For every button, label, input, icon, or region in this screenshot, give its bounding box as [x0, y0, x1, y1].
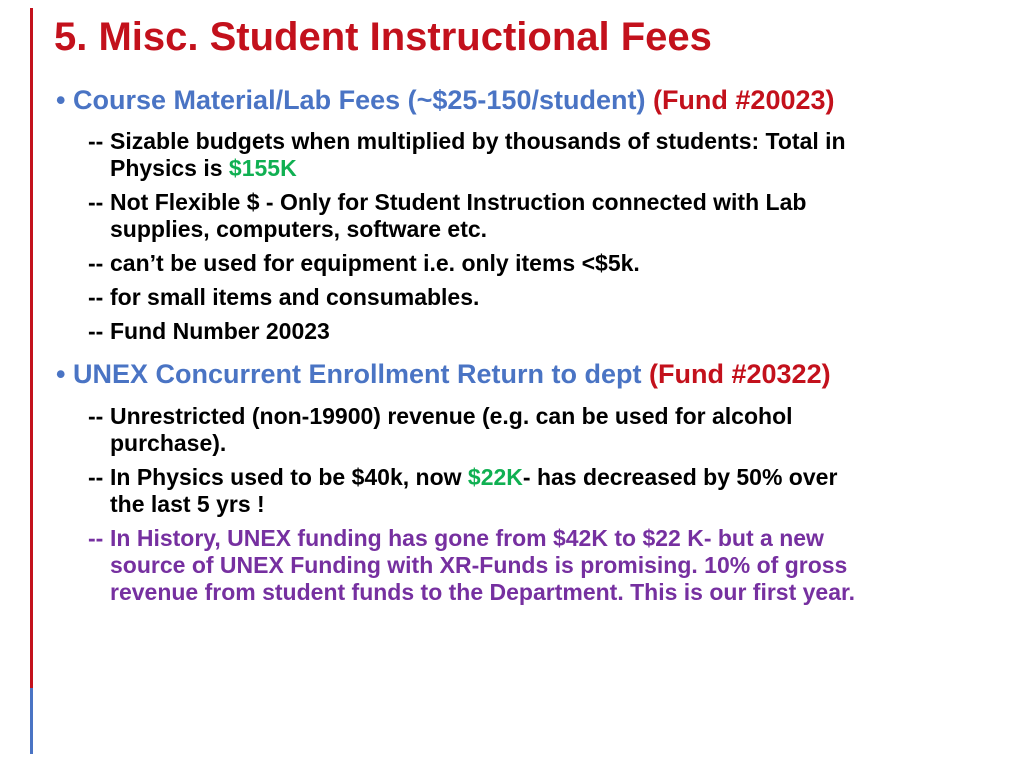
slide-title: 5. Misc. Student Instructional Fees — [54, 15, 712, 59]
sub-bullet-history-unex-funding — [88, 525, 1024, 606]
unrestricted-line1: Unrestricted (non-19900) revenue (e.g. can be used for alcohol — [110, 402, 793, 429]
dash-prefix: -- — [88, 402, 104, 429]
text-line — [88, 464, 1024, 491]
dash-prefix: -- — [88, 524, 104, 551]
sizable-budgets-line2: Physics is — [110, 155, 229, 182]
history-funding-line1: In History, UNEX funding has gone from $42K to $22 K- but a new — [110, 524, 824, 551]
text-line — [88, 552, 1024, 579]
text-line — [88, 155, 1024, 182]
text-line — [88, 284, 1024, 311]
unex-fund-number: (Fund #20322) — [649, 359, 831, 390]
dash-prefix: -- — [88, 318, 104, 345]
text-line — [88, 189, 1024, 216]
sub-bullet-physics-decrease — [88, 464, 1024, 518]
left-edge-accent-red — [30, 8, 33, 688]
physics-total-amount: $155K — [228, 155, 297, 182]
dash-prefix: -- — [88, 463, 104, 490]
sizable-budgets-line1: Sizable budgets when multiplied by thousands of students: Total in — [110, 128, 846, 155]
sub-bullet-not-flexible — [88, 189, 1024, 243]
physics-decrease-line2: the last 5 yrs ! — [110, 490, 265, 517]
not-flexible-line2: supplies, computers, software etc. — [110, 216, 488, 243]
small-items-text: for small items and consumables. — [110, 284, 480, 311]
history-funding-line3: revenue from student funds to the Department. This is our first year. — [110, 578, 856, 605]
sub-bullet-fund-number — [88, 318, 1024, 345]
sub-bullet-sizable-budgets — [88, 128, 1024, 182]
text-line — [88, 525, 1024, 552]
bullet-unex-enrollment — [0, 358, 1024, 390]
text-line — [88, 128, 1024, 155]
text-line — [88, 579, 1024, 606]
left-edge-accent-blue — [30, 688, 33, 754]
sub-bullet-unrestricted-revenue — [88, 403, 1024, 457]
course-fees-fund-number: (Fund #20023) — [652, 85, 835, 115]
dash-prefix: -- — [88, 128, 104, 155]
dash-prefix: -- — [88, 250, 104, 277]
text-line — [88, 491, 1024, 518]
fund-number-text: Fund Number 20023 — [110, 318, 330, 345]
dash-prefix: -- — [88, 189, 104, 216]
bullet-dot: • — [56, 359, 66, 390]
text-line — [88, 318, 1024, 345]
physics-decrease-pre: In Physics used to be $40k, now — [110, 463, 468, 490]
text-line — [88, 250, 1024, 277]
bullet-dot: • — [56, 85, 66, 115]
physics-current-amount: $22K — [467, 463, 523, 490]
text-line — [88, 216, 1024, 243]
course-fees-label: Course Material/Lab Fees (~$25-150/student) — [73, 85, 653, 115]
sub-bullet-no-equipment — [88, 250, 1024, 277]
bullet-course-material-lab-fees — [0, 84, 1024, 116]
text-line — [88, 403, 1024, 430]
not-flexible-line1: Not Flexible $ - Only for Student Instruction connected with Lab — [110, 189, 807, 216]
dash-prefix: -- — [88, 284, 104, 311]
unrestricted-line2: purchase). — [110, 429, 227, 456]
unex-label: UNEX Concurrent Enrollment Return to dept — [73, 359, 650, 390]
sub-bullet-small-items — [88, 284, 1024, 311]
history-funding-line2: source of UNEX Funding with XR-Funds is promising. 10% of gross — [110, 551, 848, 578]
text-line — [88, 430, 1024, 457]
no-equipment-text: can’t be used for equipment i.e. only items <$5k. — [110, 250, 640, 277]
physics-decrease-post: - has decreased by 50% over — [522, 463, 838, 490]
